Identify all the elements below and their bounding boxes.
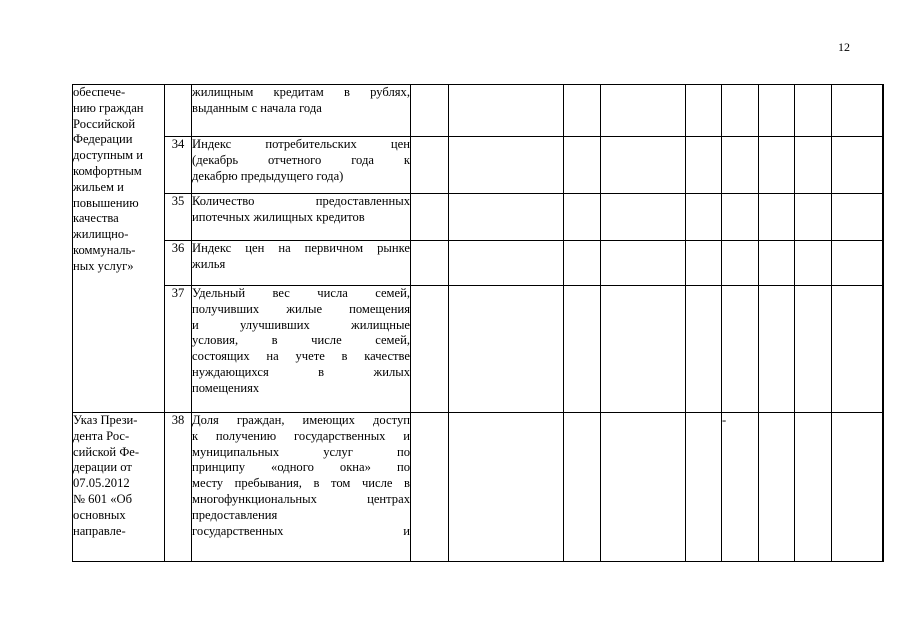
indicator-name-line: многофункциональных центрах xyxy=(192,491,410,506)
indicator-name-cell xyxy=(192,241,411,286)
value-cell xyxy=(411,413,449,562)
value-cell xyxy=(601,194,686,241)
value-cell xyxy=(883,241,884,286)
value-cell xyxy=(759,286,795,413)
value-cell xyxy=(686,413,722,562)
value-cell xyxy=(795,241,832,286)
legal-basis-line: комфортным xyxy=(73,163,142,178)
indicator-name-cell xyxy=(192,137,411,194)
table-row xyxy=(73,241,884,286)
indicator-name-line: Доля граждан, имеющих доступ xyxy=(192,413,410,427)
legal-basis-line: доступным и xyxy=(73,148,144,163)
table-row xyxy=(73,85,884,137)
legal-basis-line: нию граждан xyxy=(73,100,144,115)
legal-basis-line: № 601 «Об xyxy=(73,491,133,506)
indicator-number: 35 xyxy=(165,194,192,241)
value-cell xyxy=(883,137,884,194)
indicator-name-line: жилья xyxy=(192,256,226,271)
indicator-name-cell xyxy=(192,413,411,562)
indicator-name-line: предоставления xyxy=(192,507,278,522)
indicator-name-line: Удельный вес числа семей, xyxy=(192,286,410,300)
value-cell xyxy=(564,85,601,137)
legal-basis-cell xyxy=(73,413,165,562)
value-cell xyxy=(722,286,759,413)
value-cell xyxy=(795,137,832,194)
value-cell xyxy=(601,413,686,562)
value-cell xyxy=(411,286,449,413)
indicator-name-line: условия, в числе семей, xyxy=(192,333,410,348)
value-cell xyxy=(722,194,759,241)
indicator-name-line: ипотечных жилищных кредитов xyxy=(192,209,365,224)
value-cell xyxy=(759,85,795,137)
indicator-number: 38 xyxy=(165,413,192,562)
indicator-name-line: состоящих на учете в качестве xyxy=(192,349,410,364)
value-cell xyxy=(449,194,564,241)
value-cell xyxy=(564,286,601,413)
value-cell xyxy=(686,85,722,137)
value-cell: - xyxy=(722,413,759,562)
table-row xyxy=(73,194,884,241)
value-cell xyxy=(883,85,884,137)
value-cell xyxy=(883,286,884,413)
table-row xyxy=(73,413,884,562)
legal-basis-cell xyxy=(73,85,165,413)
legal-basis-line: сийской Фе- xyxy=(73,444,140,459)
indicator-name-line: Индекс цен на первичном рынке xyxy=(192,241,410,255)
indicator-name-line: к получению государственных и xyxy=(192,428,410,443)
legal-basis-line: обеспече- xyxy=(73,85,126,99)
value-cell xyxy=(449,413,564,562)
value-cell xyxy=(795,194,832,241)
value-cell xyxy=(832,241,883,286)
value-cell xyxy=(411,241,449,286)
table-row xyxy=(73,137,884,194)
indicator-number: 36 xyxy=(165,241,192,286)
legal-basis-line: дерации от xyxy=(73,460,132,475)
value-cell xyxy=(601,286,686,413)
value-cell xyxy=(832,286,883,413)
value-cell xyxy=(759,413,795,562)
indicator-name-cell xyxy=(192,286,411,413)
value-cell xyxy=(883,194,884,241)
value-cell xyxy=(722,241,759,286)
value-cell xyxy=(564,194,601,241)
table-row xyxy=(73,286,884,413)
indicator-number: 37 xyxy=(165,286,192,413)
value-cell xyxy=(449,85,564,137)
value-cell xyxy=(449,241,564,286)
value-cell xyxy=(411,85,449,137)
value-cell xyxy=(686,241,722,286)
value-cell xyxy=(832,85,883,137)
indicator-name-line: государственных и xyxy=(192,523,410,538)
value-cell xyxy=(795,286,832,413)
legal-basis-line: дента Рос- xyxy=(73,428,130,443)
page-number: 12 xyxy=(838,40,850,54)
value-cell xyxy=(411,137,449,194)
indicator-number xyxy=(165,85,192,137)
indicators-table xyxy=(72,84,884,562)
indicator-name-line: муниципальных услуг по xyxy=(192,444,410,459)
value-cell xyxy=(722,137,759,194)
legal-basis-line: жильем и xyxy=(73,179,124,194)
value-cell xyxy=(832,194,883,241)
indicator-name-line: Количество предоставленных xyxy=(192,194,410,208)
indicator-number: 34 xyxy=(165,137,192,194)
legal-basis-line: жилищно- xyxy=(73,227,129,242)
indicator-name-line: жилищным кредитам в рублях, xyxy=(192,85,410,99)
value-cell xyxy=(564,413,601,562)
indicator-name-line: получивших жилые помещения xyxy=(192,301,410,316)
value-cell xyxy=(564,241,601,286)
legal-basis-line: Указ Прези- xyxy=(73,413,138,427)
indicator-name-line: принципу «одного окна» по xyxy=(192,460,410,475)
value-cell xyxy=(795,413,832,562)
value-cell xyxy=(564,137,601,194)
legal-basis-line: ных услуг» xyxy=(73,258,134,273)
value-cell xyxy=(601,241,686,286)
value-cell xyxy=(759,194,795,241)
value-cell xyxy=(411,194,449,241)
value-cell xyxy=(601,85,686,137)
indicator-name-line: нуждающихся в жилых xyxy=(192,364,410,379)
indicator-name-line: выданным с начала года xyxy=(192,100,322,115)
legal-basis-line: Российской xyxy=(73,116,136,131)
indicator-name-line: месту пребывания, в том числе в xyxy=(192,476,410,491)
indicator-name-line: Индекс потребительских цен xyxy=(192,137,410,151)
value-cell xyxy=(601,137,686,194)
indicator-name-line: декабрю предыдущего года) xyxy=(192,168,344,183)
value-cell xyxy=(759,137,795,194)
indicator-name-line: (декабрь отчетного года к xyxy=(192,152,410,167)
legal-basis-line: направле- xyxy=(73,523,126,538)
value-cell xyxy=(883,413,884,562)
value-cell xyxy=(832,413,883,562)
legal-basis-line: коммуналь- xyxy=(73,242,136,257)
value-cell xyxy=(722,85,759,137)
indicator-name-line: помещениях xyxy=(192,380,260,395)
value-cell xyxy=(686,286,722,413)
legal-basis-line: повышению xyxy=(73,195,139,210)
value-cell xyxy=(759,241,795,286)
indicator-name-cell xyxy=(192,85,411,137)
value-cell xyxy=(795,85,832,137)
value-cell xyxy=(686,194,722,241)
indicator-name-cell xyxy=(192,194,411,241)
legal-basis-line: качества xyxy=(73,211,119,226)
value-cell xyxy=(449,286,564,413)
legal-basis-line: Федерации xyxy=(73,132,133,147)
legal-basis-line: 07.05.2012 xyxy=(73,476,130,491)
value-cell xyxy=(449,137,564,194)
value-cell xyxy=(832,137,883,194)
legal-basis-line: основных xyxy=(73,507,126,522)
value-cell xyxy=(686,137,722,194)
indicator-name-line: и улучшивших жилищные xyxy=(192,317,410,332)
